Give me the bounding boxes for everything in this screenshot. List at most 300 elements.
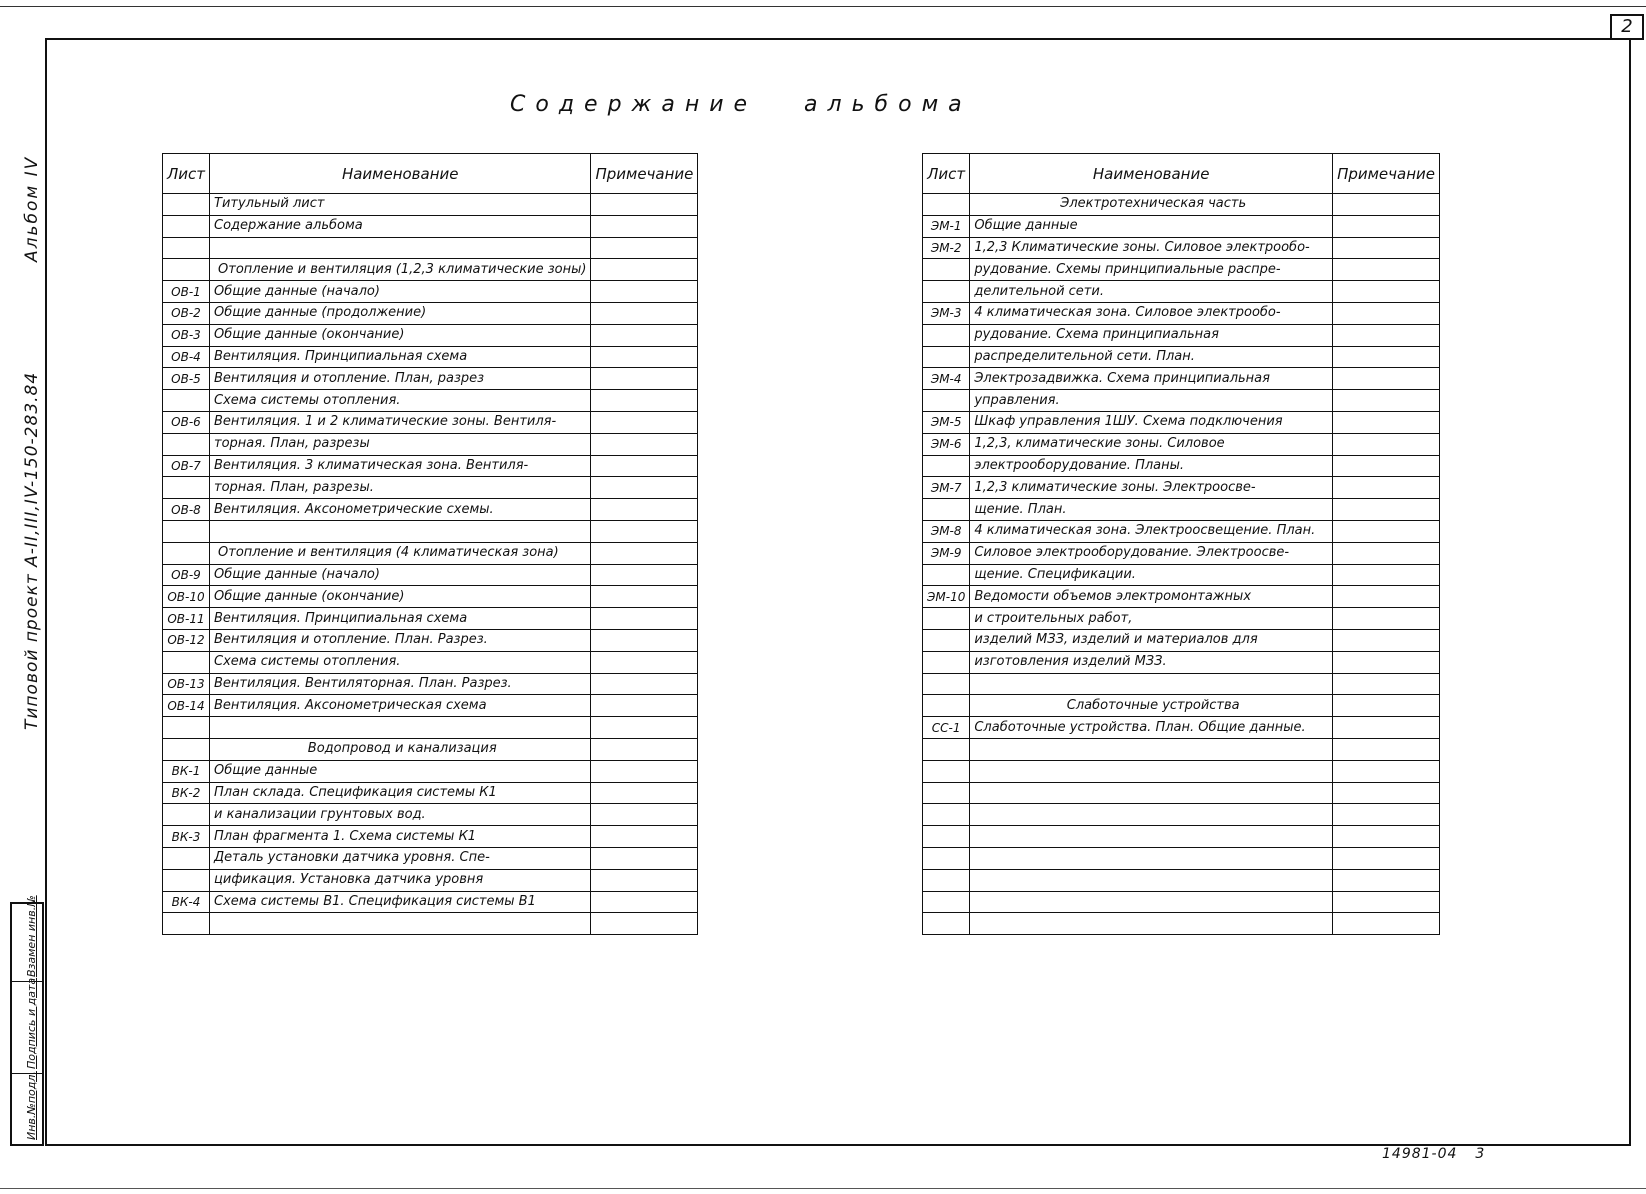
contents-table-right	[922, 153, 1440, 935]
stamp-sign-label: Подпись и дата	[25, 977, 38, 1069]
row-sheet-code	[923, 738, 970, 760]
table-row	[923, 564, 1440, 586]
table-row	[163, 281, 698, 303]
row-note	[1333, 302, 1440, 324]
row-note	[1333, 869, 1440, 891]
row-name: Вентиляция. Вентиляторная. План. Разрез.	[210, 673, 591, 695]
row-name: Силовое электрооборудование. Электроосве-	[970, 542, 1333, 564]
row-note	[591, 695, 698, 717]
row-name: Отопление и вентиляция (4 климатическая зона)	[210, 542, 591, 564]
row-note	[591, 477, 698, 499]
row-name: 1,2,3 климатические зоны. Электроосве-	[970, 477, 1333, 499]
row-sheet-code	[163, 259, 210, 281]
row-name: Вентиляция. Аксонометрическая схема	[210, 695, 591, 717]
row-sheet-code: ОВ-2	[163, 302, 210, 324]
row-name: Вентиляция. 3 климатическая зона. Вентиля-	[210, 455, 591, 477]
row-name: Вентиляция. Принципиальная схема	[210, 346, 591, 368]
approval-stamp	[10, 895, 44, 1146]
row-note	[591, 913, 698, 935]
stamp-cell-inv	[12, 1071, 42, 1144]
row-name: Вентиляция. 1 и 2 климатические зоны. Вентиля-	[210, 411, 591, 433]
row-note	[1333, 651, 1440, 673]
table-row	[923, 477, 1440, 499]
table-row	[163, 847, 698, 869]
row-sheet-code	[923, 629, 970, 651]
row-sheet-code: ОВ-11	[163, 608, 210, 630]
row-name	[970, 913, 1333, 935]
row-sheet-code	[923, 259, 970, 281]
row-name: цификация. Установка датчика уровня	[210, 869, 591, 891]
row-sheet-code	[923, 499, 970, 521]
table-row	[163, 564, 698, 586]
row-name: Общие данные (начало)	[210, 564, 591, 586]
row-name: Вентиляция и отопление. План. Разрез.	[210, 629, 591, 651]
row-note	[1333, 804, 1440, 826]
row-sheet-code: ОВ-9	[163, 564, 210, 586]
row-note	[591, 826, 698, 848]
row-name: Электротехническая часть	[970, 194, 1333, 216]
row-name: Вентиляция. Принципиальная схема	[210, 608, 591, 630]
row-sheet-code: ВК-1	[163, 760, 210, 782]
row-sheet-code: ЭМ-10	[923, 586, 970, 608]
table-row	[923, 651, 1440, 673]
row-sheet-code	[163, 869, 210, 891]
row-name: и канализации грунтовых вод.	[210, 804, 591, 826]
row-note	[1333, 542, 1440, 564]
table-row	[163, 390, 698, 412]
stamp-replace-label: Взамен инв.№	[25, 895, 38, 977]
table-row	[923, 237, 1440, 259]
row-name: изделий МЗЗ, изделий и материалов для	[970, 629, 1333, 651]
row-sheet-code	[923, 194, 970, 216]
row-note	[1333, 281, 1440, 303]
row-note	[1333, 237, 1440, 259]
contents-table-left	[162, 153, 698, 935]
row-sheet-code	[163, 913, 210, 935]
table-row	[163, 760, 698, 782]
row-note	[1333, 826, 1440, 848]
row-name: Общие данные (окончание)	[210, 324, 591, 346]
row-sheet-code: ОВ-14	[163, 695, 210, 717]
table-row	[163, 215, 698, 237]
row-name: Общие данные (продолжение)	[210, 302, 591, 324]
row-sheet-code	[163, 433, 210, 455]
table-row	[163, 651, 698, 673]
table-row	[923, 411, 1440, 433]
row-note	[1333, 520, 1440, 542]
row-sheet-code	[163, 477, 210, 499]
row-sheet-code	[163, 194, 210, 216]
stamp-cell-replace	[12, 895, 42, 982]
row-name	[970, 782, 1333, 804]
table-row	[923, 499, 1440, 521]
row-name: Титульный лист	[210, 194, 591, 216]
row-name: 4 климатическая зона. Силовое электрообо-	[970, 302, 1333, 324]
row-sheet-code	[163, 804, 210, 826]
row-note	[591, 586, 698, 608]
row-name	[970, 738, 1333, 760]
row-name: Слаботочные устройства	[970, 695, 1333, 717]
row-name: электрооборудование. Планы.	[970, 455, 1333, 477]
row-note	[591, 651, 698, 673]
header-sheet: Лист	[163, 154, 210, 194]
table-row	[163, 520, 698, 542]
row-name: Схема системы отопления.	[210, 651, 591, 673]
row-sheet-code: ОВ-6	[163, 411, 210, 433]
row-note	[591, 891, 698, 913]
row-sheet-code	[923, 651, 970, 673]
table-row	[923, 629, 1440, 651]
table-row	[163, 237, 698, 259]
table-row	[923, 847, 1440, 869]
row-name: рудование. Схемы принципиальные распре-	[970, 259, 1333, 281]
row-note	[591, 411, 698, 433]
table-row	[923, 586, 1440, 608]
table-row	[923, 760, 1440, 782]
row-sheet-code: ОВ-8	[163, 499, 210, 521]
row-sheet-code	[923, 826, 970, 848]
row-name: управления.	[970, 390, 1333, 412]
table-row	[923, 324, 1440, 346]
row-note	[1333, 368, 1440, 390]
table-row	[163, 477, 698, 499]
stamp-cell-sign	[12, 977, 42, 1074]
row-sheet-code: ЭМ-9	[923, 542, 970, 564]
row-sheet-code	[163, 651, 210, 673]
row-sheet-code	[923, 455, 970, 477]
row-name	[970, 760, 1333, 782]
contents-table-left-body	[163, 154, 698, 935]
row-note	[591, 346, 698, 368]
row-sheet-code	[163, 717, 210, 739]
row-sheet-code	[923, 804, 970, 826]
row-note	[1333, 847, 1440, 869]
row-name: Деталь установки датчика уровня. Спе-	[210, 847, 591, 869]
row-name: 4 климатическая зона. Электроосвещение. План.	[970, 520, 1333, 542]
table-row	[923, 302, 1440, 324]
row-note	[591, 847, 698, 869]
side-project-label: Типовой проект А-II,III,IV-150-283.84	[22, 371, 42, 730]
row-note	[1333, 215, 1440, 237]
row-name: делительной сети.	[970, 281, 1333, 303]
table-row	[163, 194, 698, 216]
table-row	[163, 259, 698, 281]
row-sheet-code: ЭМ-6	[923, 433, 970, 455]
row-sheet-code: ОВ-5	[163, 368, 210, 390]
row-sheet-code: ОВ-4	[163, 346, 210, 368]
row-name	[970, 804, 1333, 826]
row-sheet-code	[923, 891, 970, 913]
row-sheet-code	[163, 215, 210, 237]
table-header-row	[163, 154, 698, 194]
row-name: Схема системы отопления.	[210, 390, 591, 412]
row-note	[1333, 586, 1440, 608]
row-name: Слаботочные устройства. План. Общие данные.	[970, 717, 1333, 739]
row-sheet-code: ВК-3	[163, 826, 210, 848]
row-name: распределительной сети. План.	[970, 346, 1333, 368]
row-sheet-code	[163, 738, 210, 760]
row-name: торная. План, разрезы	[210, 433, 591, 455]
row-name: щение. План.	[970, 499, 1333, 521]
table-row	[923, 346, 1440, 368]
row-note	[1333, 738, 1440, 760]
row-name: Шкаф управления 1ШУ. Схема подключения	[970, 411, 1333, 433]
row-sheet-code	[163, 390, 210, 412]
row-note	[591, 433, 698, 455]
row-sheet-code: ОВ-12	[163, 629, 210, 651]
table-row	[923, 738, 1440, 760]
row-name: торная. План, разрезы.	[210, 477, 591, 499]
table-row	[923, 804, 1440, 826]
row-name: Электрозадвижка. Схема принципиальная	[970, 368, 1333, 390]
row-note	[1333, 455, 1440, 477]
table-row	[923, 281, 1440, 303]
table-row	[923, 913, 1440, 935]
row-note	[591, 194, 698, 216]
document-code: 14981-04	[1382, 1146, 1458, 1162]
row-name	[210, 717, 591, 739]
table-row	[923, 826, 1440, 848]
row-sheet-code	[923, 869, 970, 891]
table-row	[163, 368, 698, 390]
row-sheet-code: ЭМ-8	[923, 520, 970, 542]
table-row	[923, 455, 1440, 477]
header-name: Наименование	[970, 154, 1333, 194]
row-note	[1333, 673, 1440, 695]
corner-page-number: 2	[1610, 14, 1644, 40]
row-note	[1333, 346, 1440, 368]
row-sheet-code: ОВ-1	[163, 281, 210, 303]
table-row	[163, 913, 698, 935]
row-name: рудование. Схема принципиальная	[970, 324, 1333, 346]
contents-table-right-body	[923, 154, 1440, 935]
row-note	[1333, 717, 1440, 739]
table-row	[163, 302, 698, 324]
table-row	[923, 368, 1440, 390]
row-note	[591, 499, 698, 521]
row-note	[1333, 695, 1440, 717]
row-sheet-code: ЭМ-4	[923, 368, 970, 390]
bottom-frame-line	[0, 1188, 1646, 1189]
row-note	[1333, 324, 1440, 346]
row-name: Схема системы В1. Спецификация системы В1	[210, 891, 591, 913]
stamp-inv-label: Инв.№подл.	[25, 1071, 38, 1140]
row-sheet-code	[923, 847, 970, 869]
table-row	[163, 324, 698, 346]
document-page: 3	[1475, 1146, 1486, 1162]
row-sheet-code	[163, 520, 210, 542]
row-sheet-code: ЭМ-3	[923, 302, 970, 324]
row-note	[1333, 259, 1440, 281]
table-row	[163, 411, 698, 433]
row-note	[591, 738, 698, 760]
row-note	[1333, 499, 1440, 521]
page-title: Содержание альбома	[510, 92, 972, 117]
row-name: Вентиляция и отопление. План, разрез	[210, 368, 591, 390]
row-sheet-code	[923, 760, 970, 782]
row-sheet-code: ОВ-13	[163, 673, 210, 695]
row-note	[591, 869, 698, 891]
table-row	[923, 520, 1440, 542]
row-name: 1,2,3, климатические зоны. Силовое	[970, 433, 1333, 455]
table-row	[923, 542, 1440, 564]
table-row	[163, 826, 698, 848]
row-note	[1333, 477, 1440, 499]
row-name: План фрагмента 1. Схема системы К1	[210, 826, 591, 848]
table-row	[163, 433, 698, 455]
row-note	[591, 455, 698, 477]
row-sheet-code: ВК-2	[163, 782, 210, 804]
row-sheet-code: ЭМ-5	[923, 411, 970, 433]
table-row	[163, 738, 698, 760]
row-note	[591, 564, 698, 586]
row-note	[591, 324, 698, 346]
row-note	[1333, 194, 1440, 216]
row-sheet-code	[163, 542, 210, 564]
header-sheet: Лист	[923, 154, 970, 194]
row-note	[591, 629, 698, 651]
table-row	[163, 455, 698, 477]
row-name: Общие данные (начало)	[210, 281, 591, 303]
row-name: 1,2,3 Климатические зоны. Силовое электрообо-	[970, 237, 1333, 259]
row-note	[1333, 608, 1440, 630]
row-name: щение. Спецификации.	[970, 564, 1333, 586]
row-sheet-code	[923, 281, 970, 303]
row-name	[970, 891, 1333, 913]
row-sheet-code	[923, 564, 970, 586]
row-note	[1333, 913, 1440, 935]
row-note	[591, 542, 698, 564]
table-row	[163, 586, 698, 608]
row-sheet-code: ЭМ-7	[923, 477, 970, 499]
row-note	[591, 390, 698, 412]
table-row	[163, 629, 698, 651]
row-sheet-code: ОВ-3	[163, 324, 210, 346]
table-row	[923, 390, 1440, 412]
table-row	[163, 782, 698, 804]
table-row	[923, 717, 1440, 739]
row-note	[1333, 390, 1440, 412]
row-name: Общие данные	[210, 760, 591, 782]
row-note	[591, 368, 698, 390]
table-row	[163, 804, 698, 826]
header-note: Примечание	[1333, 154, 1440, 194]
row-note	[591, 782, 698, 804]
table-row	[163, 717, 698, 739]
table-row	[923, 673, 1440, 695]
row-note	[591, 673, 698, 695]
table-row	[923, 433, 1440, 455]
row-name: Ведомости объемов электромонтажных	[970, 586, 1333, 608]
row-note	[1333, 564, 1440, 586]
row-note	[1333, 782, 1440, 804]
table-row	[163, 891, 698, 913]
table-row	[923, 869, 1440, 891]
table-row	[923, 695, 1440, 717]
table-row	[923, 608, 1440, 630]
row-note	[1333, 629, 1440, 651]
row-note	[591, 760, 698, 782]
row-note	[1333, 760, 1440, 782]
row-note	[591, 520, 698, 542]
row-name	[970, 673, 1333, 695]
row-name: План склада. Спецификация системы К1	[210, 782, 591, 804]
row-note	[591, 281, 698, 303]
table-row	[163, 499, 698, 521]
row-sheet-code: ВК-4	[163, 891, 210, 913]
row-sheet-code: ОВ-10	[163, 586, 210, 608]
header-note: Примечание	[591, 154, 698, 194]
table-row	[163, 542, 698, 564]
row-note	[1333, 891, 1440, 913]
row-name	[210, 520, 591, 542]
row-name	[210, 237, 591, 259]
row-name: Водопровод и канализация	[210, 738, 591, 760]
row-sheet-code	[163, 237, 210, 259]
row-note	[1333, 433, 1440, 455]
row-name: Содержание альбома	[210, 215, 591, 237]
header-name: Наименование	[210, 154, 591, 194]
row-name: Общие данные	[970, 215, 1333, 237]
row-name: изготовления изделий МЗЗ.	[970, 651, 1333, 673]
row-sheet-code	[923, 673, 970, 695]
row-name	[970, 847, 1333, 869]
row-sheet-code: ЭМ-2	[923, 237, 970, 259]
row-note	[591, 804, 698, 826]
row-sheet-code: ОВ-7	[163, 455, 210, 477]
side-album-label: Альбом IV	[22, 155, 42, 262]
table-row	[163, 869, 698, 891]
row-name	[970, 869, 1333, 891]
table-header-row	[923, 154, 1440, 194]
table-row	[923, 215, 1440, 237]
row-sheet-code	[923, 390, 970, 412]
table-row	[923, 891, 1440, 913]
row-sheet-code: ЭМ-1	[923, 215, 970, 237]
row-name: Вентиляция. Аксонометрические схемы.	[210, 499, 591, 521]
row-name: Общие данные (окончание)	[210, 586, 591, 608]
table-row	[163, 695, 698, 717]
row-sheet-code: СС-1	[923, 717, 970, 739]
row-sheet-code	[923, 324, 970, 346]
table-row	[163, 608, 698, 630]
table-row	[923, 782, 1440, 804]
row-sheet-code	[923, 913, 970, 935]
row-sheet-code	[923, 695, 970, 717]
top-frame-line	[0, 6, 1646, 7]
row-sheet-code	[923, 782, 970, 804]
row-name: и строительных работ,	[970, 608, 1333, 630]
row-note	[591, 215, 698, 237]
table-row	[923, 194, 1440, 216]
row-note	[591, 237, 698, 259]
table-row	[923, 259, 1440, 281]
row-sheet-code	[923, 608, 970, 630]
table-row	[163, 346, 698, 368]
document-number	[1382, 1146, 1485, 1162]
row-note	[1333, 411, 1440, 433]
row-note	[591, 717, 698, 739]
row-name	[970, 826, 1333, 848]
row-sheet-code	[923, 346, 970, 368]
table-row	[163, 673, 698, 695]
row-name	[210, 913, 591, 935]
row-note	[591, 608, 698, 630]
row-note	[591, 302, 698, 324]
row-name: Отопление и вентиляция (1,2,3 климатические зоны)	[210, 259, 591, 281]
row-note	[591, 259, 698, 281]
row-sheet-code	[163, 847, 210, 869]
